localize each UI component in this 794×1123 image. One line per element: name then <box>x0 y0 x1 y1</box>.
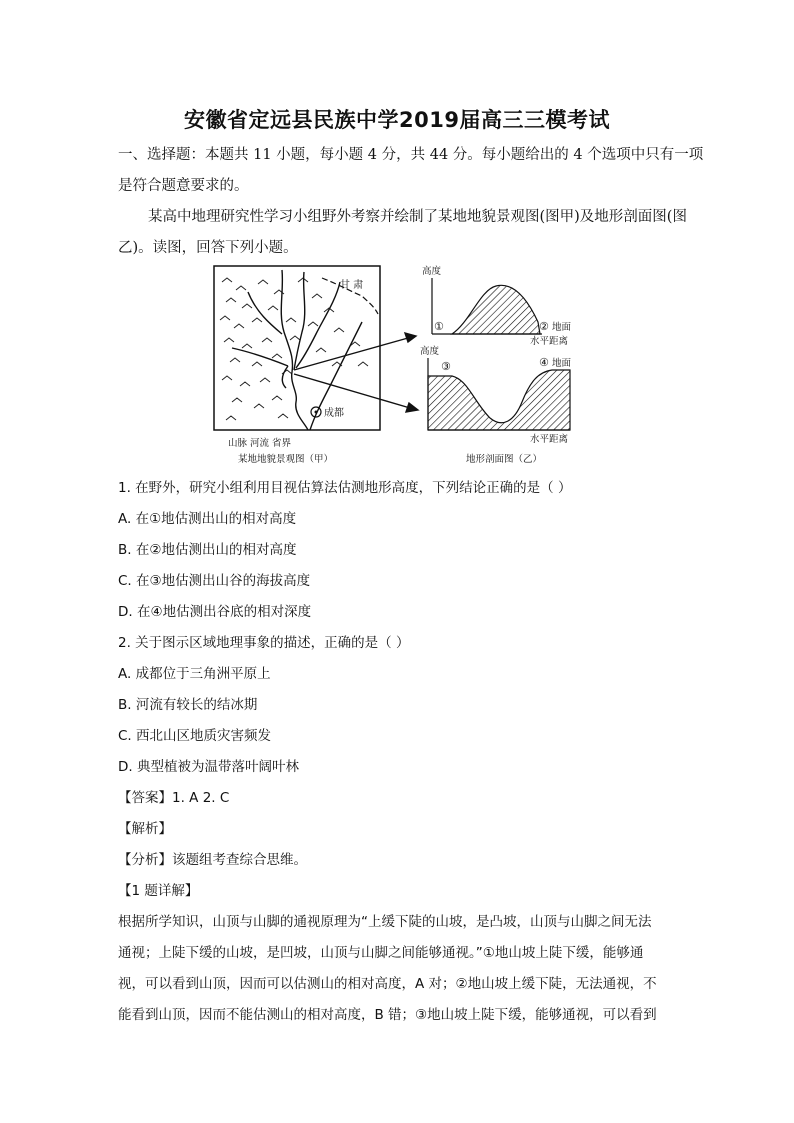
analysis-heading: 【解析】 <box>118 821 172 837</box>
landscape-map <box>214 266 380 465</box>
mountain-symbols <box>220 278 368 420</box>
marker-4: ④ <box>539 356 549 369</box>
section-instruction-line2: 是符合题意要求的。 <box>118 178 249 194</box>
section-instruction-line1: 一、选择题：本题共 11 小题，每小题 4 分，共 44 分。每小题给出的 4 个选项中只有一项 <box>118 147 704 163</box>
profile-bottom <box>420 345 572 465</box>
map-legend: 山脉 河流 省界 <box>228 438 292 449</box>
profile-top <box>422 265 572 347</box>
geography-figure <box>212 262 584 472</box>
ground-label-top: 地面 <box>552 322 572 333</box>
question-2-stem: 2. 关于图示区域地理事象的描述，正确的是（ ） <box>118 635 410 651</box>
intro-line2: 乙)。读图，回答下列小题。 <box>118 240 298 256</box>
detail-line-4: 能看到山顶，因而不能估测山的相对高度，B 错；③地山坡上陡下缓，能够通视，可以看到 <box>118 1007 657 1023</box>
answer-line: 【答案】1. A 2. C <box>118 790 230 806</box>
distance-label-bottom: 水平距离 <box>530 434 569 445</box>
map-caption: 某地地貌景观图（甲） <box>238 454 334 465</box>
marker-1: ① <box>434 320 444 333</box>
question-1-option-b: B. 在②地估测出山的相对高度 <box>118 542 297 558</box>
question-1-option-a: A. 在①地估测出山的相对高度 <box>118 511 297 527</box>
detail-line-1: 根据所学知识，山顶与山脚的通视原理为“上缓下陡的山坡，是凸坡，山顶与山脚之间无法 <box>118 914 652 930</box>
analysis-summary: 【分析】该题组考查综合思维。 <box>118 852 307 868</box>
height-label-bottom: 高度 <box>420 346 440 357</box>
question-1-option-c: C. 在③地估测出山谷的海拔高度 <box>118 573 311 589</box>
distance-label-top: 水平距离 <box>530 336 569 347</box>
marker-2: ② <box>539 320 549 333</box>
detail-heading: 【1 题详解】 <box>118 883 199 899</box>
question-1-stem: 1. 在野外，研究小组利用目视估算法估测地形高度，下列结论正确的是（ ） <box>118 480 572 496</box>
page-title: 安徽省定远县民族中学2019届高三三模考试 <box>184 108 610 132</box>
detail-line-2: 通视；上陡下缓的山坡，是凹坡，山顶与山脚之间能够通视。”①地山坡上陡下缓，能够通 <box>118 945 644 961</box>
intro-line1: 某高中地理研究性学习小组野外考察并绘制了某地地貌景观图(图甲)及地形剖面图(图 <box>148 209 687 225</box>
gansu-label: 甘 肃 <box>340 280 364 291</box>
question-2-option-c: C. 西北山区地质灾害频发 <box>118 728 272 744</box>
pointer-arrows <box>294 333 418 412</box>
question-2-option-a: A. 成都位于三角洲平原上 <box>118 666 271 682</box>
marker-3: ③ <box>441 360 451 373</box>
question-1-option-d: D. 在④地估测出谷底的相对深度 <box>118 604 312 620</box>
river-lines <box>232 270 362 430</box>
ground-label-bottom: 地面 <box>552 358 572 369</box>
question-2-option-d: D. 典型植被为温带落叶阔叶林 <box>118 759 299 775</box>
profile-caption: 地形剖面图（乙） <box>466 454 543 465</box>
detail-line-3: 视，可以看到山顶，因而可以估测山的相对高度，A 对；②地山坡上缓下陡，无法通视，不 <box>118 976 657 992</box>
question-2-option-b: B. 河流有较长的结冰期 <box>118 697 258 713</box>
height-label-top: 高度 <box>422 266 442 277</box>
chengdu-label: 成都 <box>324 408 344 419</box>
